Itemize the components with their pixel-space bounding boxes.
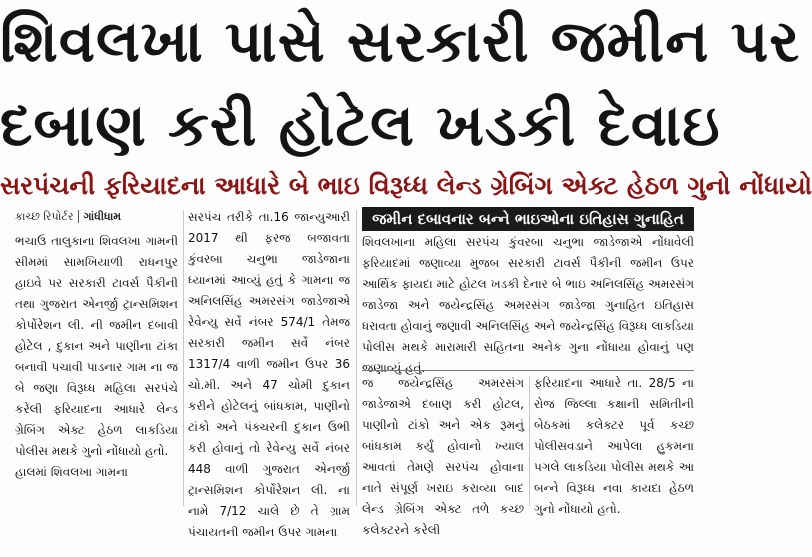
headline-line-1: શિવલખા પાસે સરકારી જમીન પર: [0, 7, 801, 75]
history-box-title: જમીન દબાવનાર બન્ને ભાઇઓના ઇતિહાસ ગુનાહિત: [362, 207, 694, 231]
column-divider: [356, 210, 357, 506]
section-divider: [362, 370, 694, 371]
byline: [15, 207, 180, 227]
column-2-paragraph: સરપંચ તરીકે તા.16 જાન્યુઆરી 2017 થી ફરજ બજાવતા કુંવરબા ચનુભા જાડેજાના ધ્યાનમાં આવ્યું હતું કે ગામના જ અનિલસિંહ અમરસંગ જાડેજાએ રેવેન્યુ સર્વે નંબર 574/1 તેમજ સરકારી જમીન સર્વે નંબર 1317/4 વાળી જમીન ઉપર 36 ચો.મી. અને 47 ચોમી દુકાન કરીને હોટેલનું બાંધકામ, પાણીનો ટાંકો અને પંક્ચરની દુકાન ઉભી કરી હોવાનું તો રેવેન્યુ સર્વે નંબર 448 વાળી ગુજરાત એનર્જી ટ્રાન્સમિશન કોર્પોરેશન લી. ના નામે 7/12 ચાલે છે તે ગ્રામ પંચાયતની જમીન ઉપર ગામના: [188, 210, 350, 539]
headline-line-2: દબાણ કરી હોટેલ ખડકી દેવાઇ: [0, 91, 721, 159]
column-1-paragraph-2: હાલમાં શિવલખા ગામના: [15, 465, 128, 479]
history-box-text: શિવલખાના મહિલા સરપંચ કુંવરબા ચનુભા જાડેજાએ નોંધાવેલી ફરિયાદમાં જણાવ્યા મુજબ સરકારી ટાવર્સ પૈકીની જમીન ઉપર આર્થિક ફાયદા માટે હોટલ ખડકી દેનાર બે ભાઇ અનિલસિંહ અમરસંગ જાડેજા અને જયેન્દ્રસિંહ અમરસંગ જાડેજા ગુનાહિત ઇતિહાસ ધરાવતા હોવાનું જણાવી અનિલસિંહ અને જયેન્દ્રસિંહ વિરૂધ્ધ લાકડિયા પોલીસ મથકે મારામારી સહિતના અનેક ગુના નોંધાયા હોવાનું પણ જણાવ્યું હતું.: [362, 235, 694, 375]
subheadline: સરપંચની ફરિયાદના આધારે બે ભાઇ વિરૂધ્ધ લેન્ડ ગ્રેબિંગ એક્ટ હેઠળ ગુનો નોંધાયો: [0, 171, 812, 200]
column-divider: [529, 376, 530, 506]
article-column-2: [188, 207, 350, 543]
article-column-1: [15, 231, 178, 483]
column-1-paragraph-1: ભચાઉ તાલુકાના શિવલખા ગામની સીમમાં સામખિયાળી રાધનપુર હાઇવે પર સરકારી ટાવર્સ પૈકીની તથા ગુજરાત એનર્જી ટ્રાન્સમિશન કોર્પોરેશન લી. ની જમીન દબાવી હોટેલ , દુકાન અને પાણીના ટાંકા બનાવી પચાવી પાડનાર ગામ ના જ બે જણા વિરૂધ્ધ મહિલા સરપંચે કરેલી ફરિયાદના આધારે લેન્ડ ગ્રેબિંગ એક્ટ હેઠળ લાકડિયા પોલીસ મથકે ગુનો નોંધાયો હતો.: [15, 234, 178, 458]
byline-reporter: કાચ્છ રિપોર્ટર: [15, 210, 74, 223]
article-column-4: જ જયેન્દ્રસિંહ અમરસંગ જાડેજાએ દબાણ કરી હોટલ, પાણીનો ટાંકો અને એક રૂમનું બાંધકામ કર્યું હોવાનો ખ્યાલ આવતાં તેમણે સરપંચ હોવાના નાતે સંપૂર્ણ ખરાઇ કરાવ્યા બાદ લેન્ડ ગ્રેબિંગ એક્ટ તળે કચ્છ કલેક્ટરને કરેલી: [362, 376, 524, 537]
column-divider: [183, 210, 184, 506]
article-column-5: ફરિયાદના આધારે તા. 28/5 ના રોજ જિલ્લા કક્ષાની સમિતીની બેઠકમાં કલેક્ટર પૂર્વ કચ્છ પોલીસવડાને આપેલા હુકમના પગલે લાકડિયા પોલીસ મથકે આ બન્ને વિરૂધ્ધ નવા કાયદા હેઠળ ગુનો નોંધાયો હતો.: [534, 376, 694, 516]
byline-place: ગાંધીધામ: [78, 210, 122, 223]
